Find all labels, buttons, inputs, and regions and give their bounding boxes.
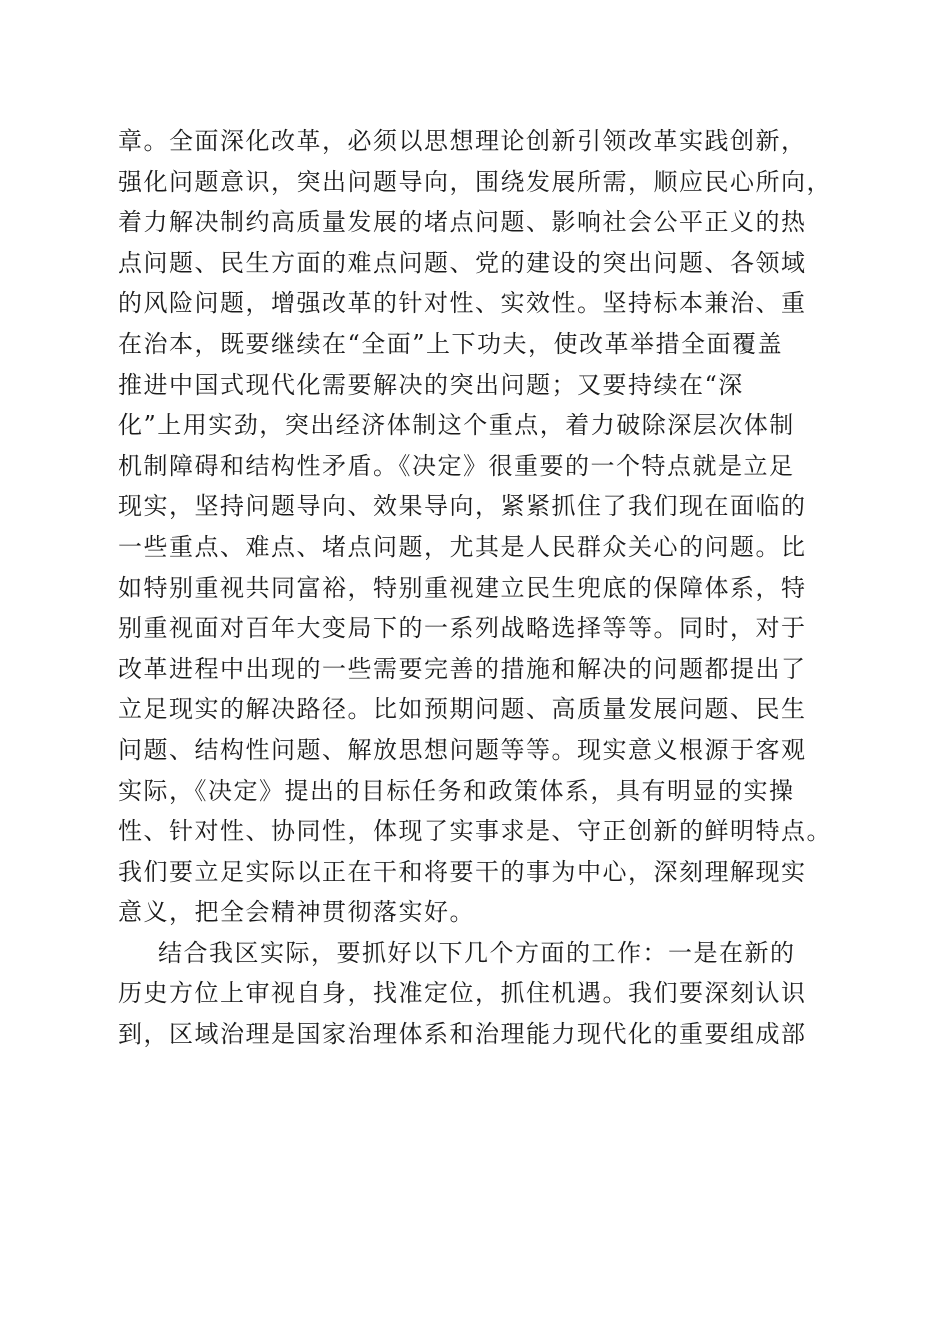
text-line: 立足现实的解决路径。比如预期问题、高质量发展问题、民生: [118, 695, 807, 724]
text-line: 我们要立足实际以正在干和将要干的事为中心，深刻理解现实: [118, 857, 807, 886]
paragraph-first-line: 结合我区实际，要抓好以下几个方面的工作：一是在新的: [158, 938, 796, 967]
text-line: 改革进程中出现的一些需要完善的措施和解决的问题都提出了: [118, 654, 807, 683]
text-line: 的风险问题，增强改革的针对性、实效性。坚持标本兼治、重: [118, 289, 807, 318]
text-line: 点问题、民生方面的难点问题、党的建设的突出问题、各领域: [118, 248, 807, 277]
text-line: 性、针对性、协同性，体现了实事求是、守正创新的鲜明特点。: [118, 817, 832, 846]
text-line: 意义，把全会精神贯彻落实好。: [118, 898, 475, 927]
text-line: 在治本，既要继续在“全面”上下功夫，使改革举措全面覆盖: [118, 329, 784, 358]
text-line: 别重视面对百年大变局下的一系列战略选择等等。同时，对于: [118, 614, 807, 643]
text-line: 推进中国式现代化需要解决的突出问题；又要持续在“深: [118, 370, 744, 399]
text-line: 历史方位上审视自身，找准定位，抓住机遇。我们要深刻认识: [118, 979, 807, 1008]
text-line: 问题、结构性问题、解放思想问题等等。现实意义根源于客观: [118, 735, 807, 764]
text-line: 强化问题意识，突出问题导向，围绕发展所需，顺应民心所向，: [118, 167, 832, 196]
text-line: 现实，坚持问题导向、效果导向，紧紧抓住了我们现在面临的: [118, 492, 807, 521]
text-line: 实际，《决定》提出的目标任务和政策体系，具有明显的实操: [118, 776, 795, 805]
text-line: 机制障碍和结构性矛盾。《决定》很重要的一个特点就是立足: [118, 451, 795, 480]
text-line: 着力解决制约高质量发展的堵点问题、影响社会公平正义的热: [118, 208, 807, 237]
text-line: 一些重点、难点、堵点问题，尤其是人民群众关心的问题。比: [118, 532, 807, 561]
body-text: [118, 121, 848, 1055]
text-line: 如特别重视共同富裕，特别重视建立民生兜底的保障体系，特: [118, 573, 807, 602]
text-line: 章。全面深化改革，必须以思想理论创新引领改革实践创新，: [118, 127, 807, 155]
text-line: 化”上用实劲，突出经济体制这个重点，着力破除深层次体制: [118, 411, 795, 440]
text-line: 到，区域治理是国家治理体系和治理能力现代化的重要组成部: [118, 1020, 807, 1049]
